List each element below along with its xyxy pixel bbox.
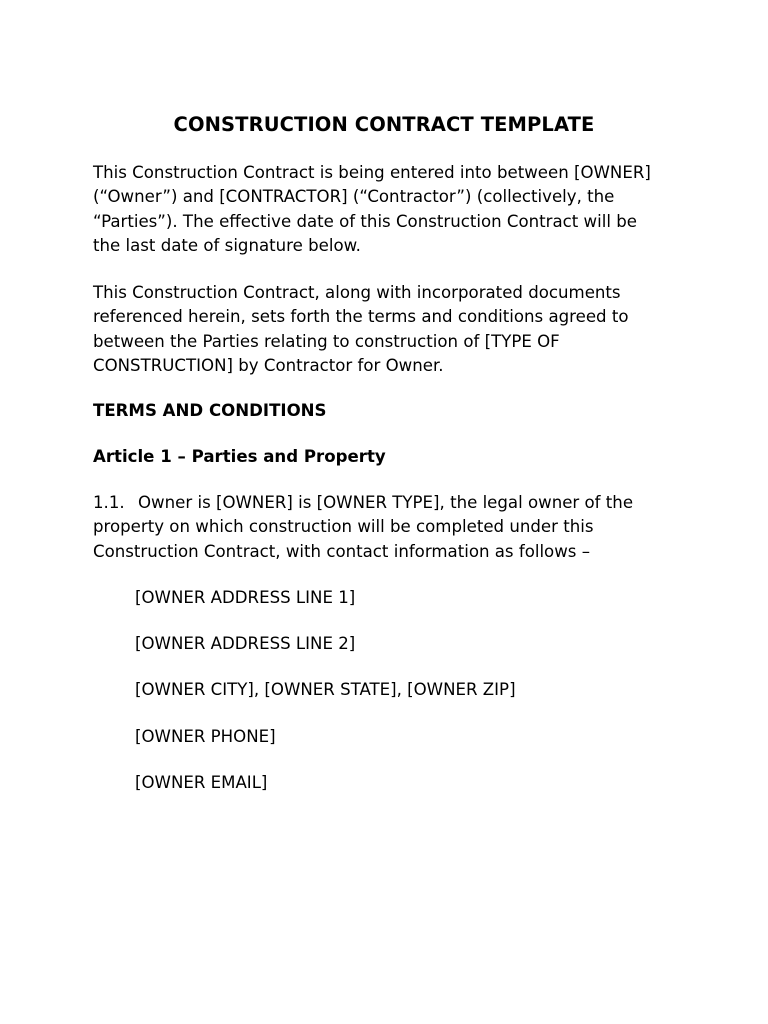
article-1-heading: Article 1 – Parties and Property	[93, 447, 386, 466]
clause-number: 1.1.	[93, 493, 125, 512]
paragraph-line: This Construction Contract, along with incorporated documents	[93, 283, 621, 302]
owner-city-state-zip: [OWNER CITY], [OWNER STATE], [OWNER ZIP]	[135, 680, 516, 699]
paragraph-line: between the Parties relating to construction of [TYPE OF	[93, 331, 560, 351]
paragraph-line: “Parties”). The effective date of this Construction Contract will be	[93, 211, 637, 231]
paragraph-line: This Construction Contract is being entered into between [OWNER]	[93, 163, 651, 182]
owner-phone: [OWNER PHONE]	[135, 727, 276, 746]
owner-email: [OWNER EMAIL]	[135, 773, 268, 792]
clause-text: Owner is [OWNER] is [OWNER TYPE], the legal owner of the	[138, 493, 634, 512]
document-title: CONSTRUCTION CONTRACT TEMPLATE	[173, 113, 595, 136]
owner-address-line-2: [OWNER ADDRESS LINE 2]	[135, 634, 356, 653]
paragraph-line: referenced herein, sets forth the terms and conditions agreed to	[93, 307, 629, 327]
terms-and-conditions-heading: TERMS AND CONDITIONS	[93, 401, 327, 420]
clause-first-line	[93, 491, 675, 515]
intro-paragraph-1	[93, 161, 675, 258]
paragraph-line: (“Owner”) and [CONTRACTOR] (“Contractor”) (collectively, the	[93, 187, 615, 207]
owner-address-line-1: [OWNER ADDRESS LINE 1]	[135, 588, 356, 607]
paragraph-line: the last date of signature below.	[93, 235, 361, 255]
clause-line: property on which construction will be completed under this	[93, 517, 594, 537]
paragraph-line: CONSTRUCTION] by Contractor for Owner.	[93, 355, 444, 375]
clause-1-1	[93, 491, 675, 564]
clause-line: Construction Contract, with contact information as follows –	[93, 541, 591, 561]
intro-paragraph-2	[93, 281, 675, 378]
